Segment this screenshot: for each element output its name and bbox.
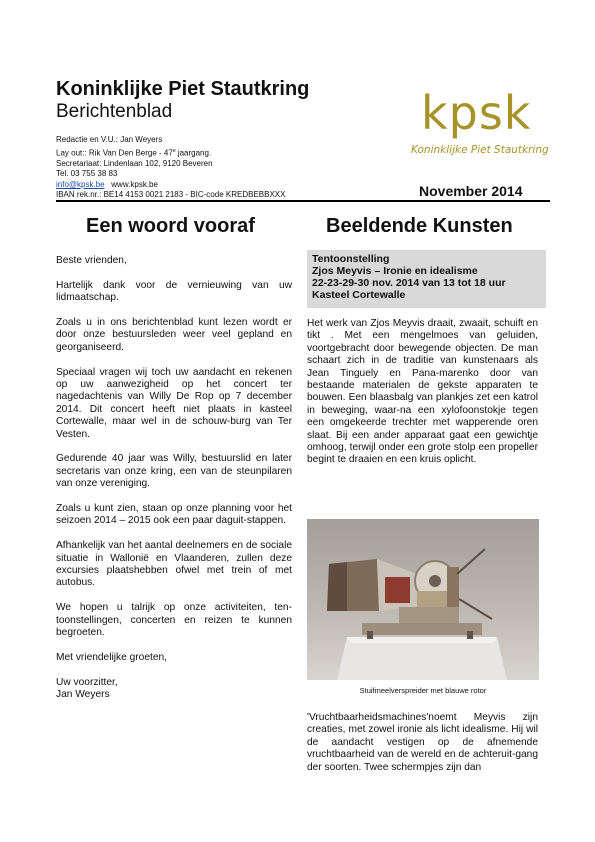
paragraph: Met vriendelijke groeten, [56,651,167,663]
paragraph: Speciaal vragen wij toch uw aandacht en rekenen op uw aanwezigheid op het concert ter nagedachtenis van Willy De Rop op 7 december 2014. Dit concert heeft niet plaats in kasteel Cortewalle, maar wel in de schouw-burg van Ter Vesten. [56,366,292,440]
foreword-column [56,255,292,701]
paragraph: Beste vrienden, [56,255,127,266]
paragraph: We hopen u talrijk op onze activiteiten, ten-toonstellingen, concerten en reizen te kunnen begroeten. [56,602,292,639]
phone-line: Tel. 03 755 38 83 [56,169,118,179]
newsletter-title: Koninklijke Piet Stautkring [56,78,310,100]
expo-title: Zjos Meyvis – Ironie en idealisme [312,265,478,277]
kpsk-logo: kpsk [421,86,532,140]
bank-line: IBAN rek.nr.: BE14 4153 0021 2183 - BIC-code KREDBEBBXXX [56,190,286,200]
secretariat-line: Secretariaat: Lindenlaan 102, 9120 Beveren [56,158,213,168]
expo-dates: 22-23-29-30 nov. 2014 van 13 tot 18 uur [312,277,506,289]
logo-tagline: Koninklijke Piet Stautkring [411,144,549,156]
paragraph: Gedurende 40 jaar was Willy, bestuurslid en later secretaris van onze kring, een van de steunpilaren van onze vereniging. [56,453,292,490]
artwork-photo [307,519,539,680]
layout-suffix: jaargang. [175,148,212,158]
paragraph: Hartelijk dank voor de vernieuwing van uw lidmaatschap. [56,279,292,304]
paragraph: Afhankelijk van het aantal deelnemers en de sociale situatie in Wallonië en Vlaanderen, zullen deze excursies plaatshebben ofwel met trein of met autobus. [56,540,292,589]
exhibition-box [307,250,546,308]
signoff-name: Jan Weyers [56,689,110,701]
expo-label: Tentoonstelling [312,253,390,265]
article-paragraph-1: Het werk van Zjos Meyvis draait, zwaait, schuift en tikt . Met een mengelmoes van geluiden, voortgebracht door bewegende objecten. De man schaart zich in de traditie van kunstenaars als Jean Tinguely en Pana-marenko door van bestaande materialen de gekste apparaten te bouwen. Een blaasbalg van plankjes zet een katrol in beweging, waar-na een xylofoonstokje tegen een omgekeerde trechter met wapperende oren slaat. Bij een ander apparaat gaat een gewichtje omhoog, terwijl onder een grote stolp een propeller begint te draaien en een kruis oplicht. [307,318,538,466]
signoff-title: Uw voorzitter, [56,676,118,688]
website-text: www.kpsk.be [111,179,158,189]
layout-line [56,146,356,159]
article-paragraph-2: 'Vruchtbaarheidsmachines'noemt Meyvis zijn creaties, met zowel ironie als licht idealisme. Hij wil de aandacht vestigen op de afnemende vruchtbaarheid van de wereld en de achteruit-gang der soorten. Twee schermpjes zijn dan [307,712,538,773]
right-column-heading: Beeldende Kunsten [326,215,513,237]
expo-venue: Kasteel Cortewalle [312,289,406,301]
layout-prefix: Lay out:: Rik Van Den Berge - 47 [56,148,173,158]
newsletter-subtitle: Berichtenblad [56,101,173,122]
email-link[interactable]: info@kpsk.be [56,179,105,189]
editor-line: Redactie en V.U.: Jan Weyers [56,135,163,144]
photo-caption: Stuifmeelverspreider met blauwe rotor [359,686,487,695]
masthead-info [56,135,356,201]
left-column-heading: Een woord vooraf [86,215,255,237]
paragraph: Zoals u kunt zien, staan op onze planning voor het seizoen 2014 – 2015 ook een paar daguit-stappen. [56,503,292,527]
layout-sup: e [172,147,176,154]
header-divider [56,200,550,202]
paragraph: Zoals u in ons berichtenblad kunt lezen wordt er door onze bestuursleden weer veel gepland en georganiseerd. [56,317,292,353]
contact-line [56,180,356,191]
issue-date: November 2014 [419,183,523,199]
